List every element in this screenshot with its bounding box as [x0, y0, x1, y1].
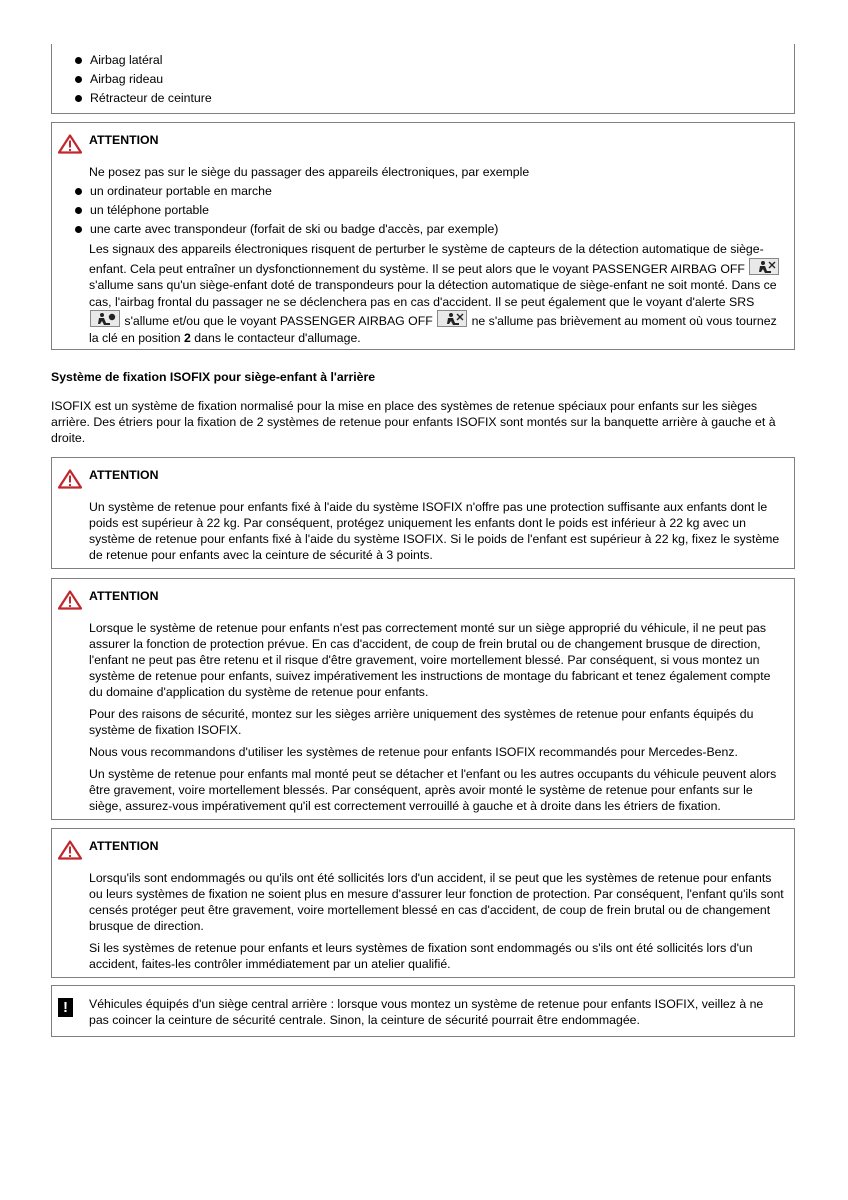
text-fragment: dans le contacteur d'allumage. — [194, 330, 361, 345]
list-item: un ordinateur portable en marche — [52, 182, 784, 201]
list-item: Rétracteur de ceinture — [52, 89, 212, 108]
warning-paragraph: Lorsque le système de retenue pour enfants n'est pas correctement monté sur un siège approprié du véhicule, il ne peut pas assurer la fonction de protection prévue. En cas d'accident, de coup de frein brutal ou de changement brusque de direction, l'enfant ne peut pas être retenu et il risque d'être gravement, voire mortellement blessé. Par conséquent, si vous montez un système de retenue pour enfants, suivez impérativement les instructions de montage du fabricant et tenez également compte du domaine d'application du système de retenue pour enfants. — [89, 621, 771, 699]
warning-title: ATTENTION — [89, 468, 159, 482]
warning-box-electronics — [51, 122, 795, 350]
warning-content — [89, 499, 784, 569]
srs-warning-icon — [90, 310, 120, 327]
warning-box-damaged — [51, 828, 795, 978]
warning-paragraph: Si les systèmes de retenue pour enfants et leurs systèmes de fixation sont endommagés ou s'ils ont été sollicités lors d'un accident, faites-les contrôler immédiatement par un atelier qualifié. — [89, 941, 753, 971]
text-fragment: s'allume et/ou que le voyant PASSENGER AIRBAG OFF — [124, 314, 433, 328]
warning-paragraph: Lorsqu'ils sont endommagés ou qu'ils ont été sollicités lors d'un accident, il se peut que les systèmes de retenue pour enfants ou leurs systèmes de fixation ne soient plus en mesure d'assurer leur fonction de protection. Par conséquent, l'enfant qu'ils sont censés protéger peut être gravement, voire mortellement blessé en cas d'accident, de coup de frein brutal ou de changement brusque de direction. — [89, 871, 784, 933]
exclamation-icon: ! — [58, 998, 73, 1017]
warning-content — [89, 620, 784, 820]
warning-triangle-icon — [58, 840, 82, 860]
warning-title: ATTENTION — [89, 133, 159, 147]
passenger-airbag-off-icon — [749, 258, 779, 275]
text-fragment: ne s'allume pas brièvement au moment où vous tournez la clé en position — [89, 314, 777, 345]
device-list — [52, 182, 784, 239]
warning-paragraph: Un système de retenue pour enfants fixé à l'aide du système ISOFIX n'offre pas une protection suffisante aux enfants dont le poids est supérieur à 22 kg. Par conséquent, protégez uniquement les enfants dont le poids est inférieur à 22 kg avec un système de retenue pour enfants fixé à l'aide du système ISOFIX. Si le poids de l'enfant est supérieur à 22 kg, fixez le système de retenue pour enfants avec la ceinture de sécurité à 3 points. — [89, 500, 780, 562]
warning-title: ATTENTION — [89, 839, 159, 853]
warning-content — [89, 870, 784, 978]
notice-box — [51, 985, 795, 1037]
key-position: 2 — [184, 330, 191, 345]
section-paragraph: ISOFIX est un système de fixation normalisé pour la mise en place des systèmes de retenue spéciaux pour enfants sur les sièges arrière. Des étriers pour la fixation de 2 systèmes de retenue pour enfants ISOFIX sont montés sur la banquette arrière à gauche et à droite. — [51, 399, 776, 445]
list-item: Airbag rideau — [52, 70, 212, 89]
warning-triangle-icon — [58, 134, 82, 154]
warning-paragraph: Nous vous recommandons d'utiliser les systèmes de retenue pour enfants ISOFIX recommandés pour Mercedes-Benz. — [89, 745, 738, 759]
warning-title: ATTENTION — [89, 589, 159, 603]
warning-paragraph — [89, 241, 784, 346]
passenger-airbag-off-icon — [437, 310, 467, 327]
warning-box-mounting — [51, 578, 795, 820]
section-heading: Système de fixation ISOFIX pour siège-enfant à l'arrière — [51, 370, 376, 384]
top-list-box — [51, 44, 795, 114]
list-item: Airbag latéral — [52, 51, 212, 70]
warning-paragraph: Un système de retenue pour enfants mal monté peut se détacher et l'enfant ou les autres occupants du véhicule peuvent alors être gravement, voire mortellement blessés. Par conséquent, après avoir monté le système de retenue pour enfants sur le siège, assurez-vous impérativement qu'il est correctement verrouillé à gauche et à droite dans les étriers de fixation. — [89, 767, 777, 813]
text-fragment: Les signaux des appareils électroniques risquent de perturber le système de capteurs de la détection automatique de siège-enfant. Cela peut entraîner un dysfonctionnement du système. Il se peut alors que le voyant PASSENGER AIRBAG OFF — [89, 242, 764, 276]
text-fragment: s'allume sans qu'un siège-enfant doté de transpondeurs pour la détection automatique de siège-enfant ne soit monté. Dans ce cas, l'airbag frontal du passager ne se déclenchera pas en cas d'accident. Il se peut également que le voyant d'alerte SRS — [89, 278, 777, 309]
list-item: une carte avec transpondeur (forfait de ski ou badge d'accès, par exemple) — [52, 220, 784, 239]
warning-content — [89, 164, 784, 352]
notice-text: Véhicules équipés d'un siège central arrière : lorsque vous montez un système de retenue pour enfants ISOFIX, veillez à ne pas coincer la ceinture de sécurité centrale. Sinon, la ceinture de sécurité pourrait être endommagée. — [89, 997, 764, 1027]
warning-box-weight — [51, 457, 795, 569]
notice-content — [89, 996, 784, 1034]
list-item: un téléphone portable — [52, 201, 784, 220]
warning-triangle-icon — [58, 590, 82, 610]
warning-intro: Ne posez pas sur le siège du passager des appareils électroniques, par exemple — [89, 165, 530, 179]
warning-paragraph: Pour des raisons de sécurité, montez sur les sièges arrière uniquement des systèmes de retenue pour enfants équipés du système de fixation ISOFIX. — [89, 707, 754, 737]
warning-triangle-icon — [58, 469, 82, 489]
airbag-list — [89, 51, 212, 108]
